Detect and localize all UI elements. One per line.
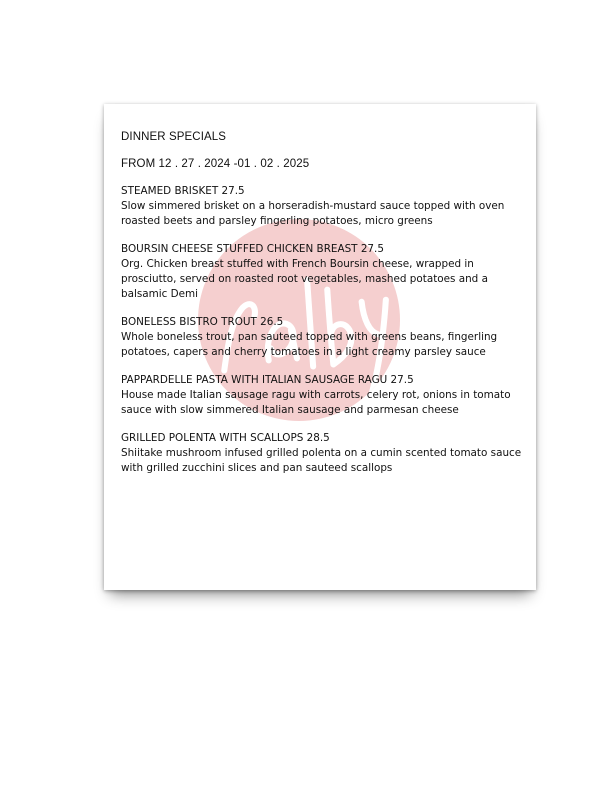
menu-item-description: Shiitake mushroom infused grilled polenta on a cumin scented tomato sauce with grilled zucchini slices and pan sauteed scallops: [121, 447, 522, 474]
specials-list: [121, 184, 531, 476]
menu-item: [121, 315, 531, 360]
menu-item-title: PAPPARDELLE PASTA WITH ITALIAN SAUSAGE RAGU 27.5: [121, 374, 414, 386]
menu-item: [121, 184, 531, 229]
menu-item-title: BOURSIN CHEESE STUFFED CHICKEN BREAST 27.5: [121, 243, 384, 255]
menu-title: DINNER SPECIALS: [121, 131, 227, 143]
menu-content: [121, 130, 531, 476]
menu-item-description: House made Italian sausage ragu with carrots, celery rot, onions in tomato sauce with slow simmered Italian sausage and parmesan cheese: [121, 389, 511, 416]
menu-item: [121, 431, 531, 476]
menu-item: [121, 242, 531, 302]
menu-item-title: BONELESS BISTRO TROUT 26.5: [121, 316, 284, 328]
menu-sheet: [104, 104, 536, 590]
menu-item-description: Org. Chicken breast stuffed with French Boursin cheese, wrapped in prosciutto, served on roasted root vegetables, mashed potatoes and a balsamic Demi: [121, 258, 488, 300]
menu-item: [121, 373, 531, 418]
menu-item-title: STEAMED BRISKET 27.5: [121, 185, 245, 197]
menu-item-description: Slow simmered brisket on a horseradish-mustard sauce topped with oven roasted beets and parsley fingerling potatoes, micro greens: [121, 200, 505, 227]
menu-date-range: FROM 12 . 27 . 2024 -01 . 02 . 2025: [121, 158, 310, 170]
menu-item-title: GRILLED POLENTA WITH SCALLOPS 28.5: [121, 432, 330, 444]
menu-item-description: Whole boneless trout, pan sauteed topped with greens beans, fingerling potatoes, capers and cherry tomatoes in a light creamy parsley sauce: [121, 331, 498, 358]
